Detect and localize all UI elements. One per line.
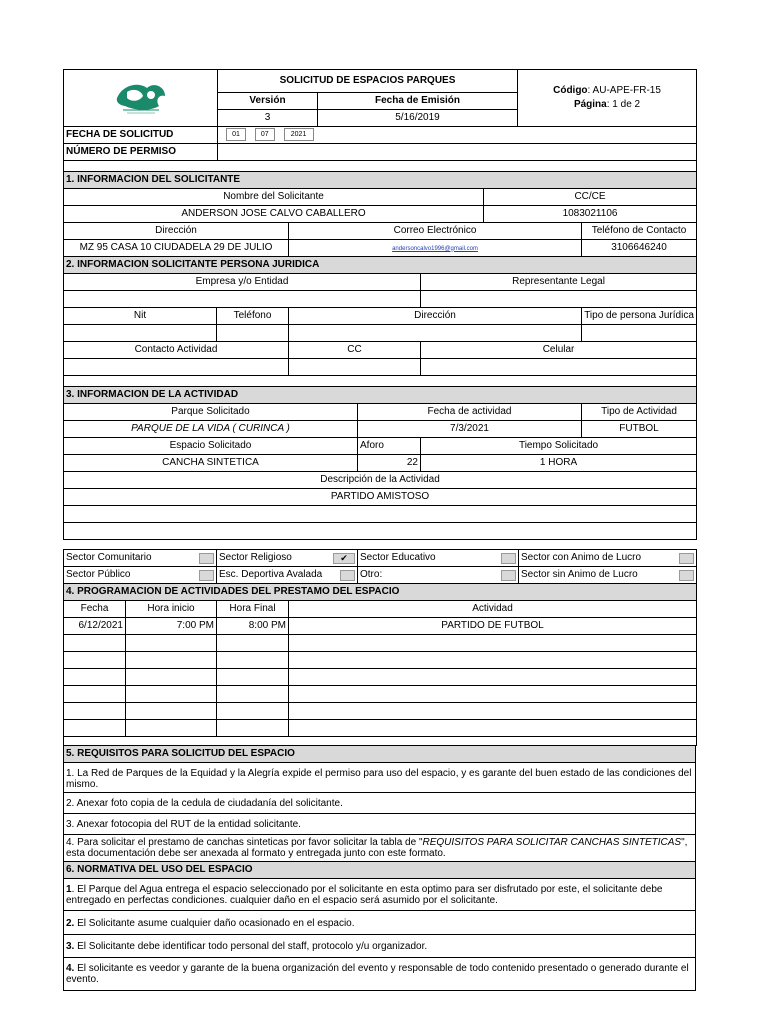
sector-otro-label: Otro: bbox=[360, 569, 383, 580]
requisito-4-start: 4. Para solicitar el prestamo de canchas sinteticas por favor solicitar la tabla de " bbox=[66, 837, 423, 848]
checkbox-otro[interactable] bbox=[501, 570, 516, 581]
norma-2 bbox=[64, 911, 696, 935]
checkbox-comunitario[interactable] bbox=[199, 553, 214, 564]
telefono-juridica-label: Teléfono bbox=[217, 308, 289, 325]
row-hora-inicio[interactable]: 7:00 PM bbox=[126, 618, 217, 635]
checkbox-deportiva[interactable] bbox=[340, 570, 355, 581]
telefono-juridica-field[interactable] bbox=[217, 325, 289, 342]
fecha-solicitud-label: FECHA DE SOLICITUD bbox=[64, 127, 218, 144]
norma-2-text: El Solicitante asume cualquier daño ocasionado en el espacio. bbox=[74, 917, 355, 929]
espacio-value[interactable]: CANCHA SINTETICA bbox=[64, 455, 358, 472]
checkbox-publico[interactable] bbox=[199, 570, 214, 581]
empty-cell[interactable] bbox=[126, 703, 217, 720]
codigo-value: : AU-APE-FR-15 bbox=[587, 85, 661, 96]
checkbox-lucro[interactable] bbox=[679, 553, 694, 564]
empty-cell[interactable] bbox=[217, 720, 289, 737]
cc-juridica-label: CC bbox=[289, 342, 421, 359]
codigo-cell bbox=[518, 70, 697, 127]
sector-religioso[interactable] bbox=[217, 550, 358, 567]
telefono-label: Teléfono de Contacto bbox=[582, 223, 697, 240]
col-hora-inicio: Hora inicio bbox=[126, 601, 217, 618]
nombre-value[interactable]: ANDERSON JOSE CALVO CABALLERO bbox=[64, 206, 484, 223]
pagina-label: Página bbox=[573, 99, 607, 110]
requisito-1: 1. La Red de Parques de la Equidad y la Alegría expide el permiso para uso del espacio, y es garante del buen estado de las condiciones del mismo. bbox=[64, 763, 696, 793]
requisito-2: 2. Anexar foto copia de la cedula de ciudadanía del solicitante. bbox=[64, 793, 696, 814]
tipo-persona-field[interactable] bbox=[582, 325, 697, 342]
sector-lucro[interactable] bbox=[519, 550, 697, 567]
norma-1-number: 1 bbox=[66, 884, 72, 895]
empty-cell[interactable] bbox=[64, 703, 126, 720]
empty-cell[interactable] bbox=[217, 652, 289, 669]
table-row bbox=[64, 635, 697, 652]
empty-cell[interactable] bbox=[126, 652, 217, 669]
cc-value[interactable]: 1083021106 bbox=[484, 206, 697, 223]
fecha-actividad-label: Fecha de actividad bbox=[358, 404, 582, 421]
row-actividad[interactable]: PARTIDO DE FUTBOL bbox=[289, 618, 697, 635]
norma-4-number: 4. bbox=[66, 963, 75, 974]
section3-table bbox=[63, 387, 697, 540]
checkbox-sin-lucro[interactable] bbox=[679, 570, 694, 581]
codigo-label: Código bbox=[553, 85, 588, 96]
aforo-label: Aforo bbox=[358, 438, 421, 455]
correo-value[interactable] bbox=[289, 240, 582, 257]
empty-cell[interactable] bbox=[217, 669, 289, 686]
requisito-4 bbox=[64, 835, 696, 862]
month-field[interactable]: 07 bbox=[255, 128, 275, 141]
version-label: Versión bbox=[218, 93, 318, 110]
nombre-label: Nombre del Solicitante bbox=[64, 189, 484, 206]
empresa-label: Empresa y/o Entidad bbox=[64, 274, 421, 291]
sector-sin-lucro-label: Sector sin Animo de Lucro bbox=[521, 569, 638, 580]
col-fecha: Fecha bbox=[64, 601, 126, 618]
empty-cell[interactable] bbox=[217, 686, 289, 703]
version-value: 3 bbox=[218, 110, 318, 127]
table-row bbox=[64, 686, 697, 703]
empty-cell[interactable] bbox=[289, 686, 697, 703]
parque-label: Parque Solicitado bbox=[64, 404, 358, 421]
sector-publico-label: Sector Público bbox=[66, 569, 131, 580]
fecha-solicitud-value bbox=[218, 127, 697, 144]
contacto-field[interactable] bbox=[64, 359, 289, 376]
row-fecha[interactable]: 6/12/2021 bbox=[64, 618, 126, 635]
table-row bbox=[64, 720, 697, 737]
sectors-table bbox=[63, 549, 697, 584]
col-actividad: Actividad bbox=[289, 601, 697, 618]
empty-cell[interactable] bbox=[64, 720, 126, 737]
spacer-row bbox=[64, 376, 697, 387]
empty-cell[interactable] bbox=[64, 652, 126, 669]
year-field[interactable]: 2021 bbox=[284, 128, 314, 141]
check-mark-icon[interactable]: ✔ bbox=[333, 553, 355, 564]
sector-deportiva[interactable] bbox=[217, 567, 358, 584]
sector-publico[interactable] bbox=[64, 567, 217, 584]
norma-3 bbox=[64, 935, 696, 958]
norma-1 bbox=[64, 879, 696, 911]
sector-religioso-label: Sector Religioso bbox=[219, 552, 292, 563]
form-title: SOLICITUD DE ESPACIOS PARQUES bbox=[218, 70, 518, 93]
section6-title: 6. NORMATIVA DEL USO DEL ESPACIO bbox=[64, 862, 696, 879]
empty-cell[interactable] bbox=[289, 635, 697, 652]
section2-title: 2. INFORMACION SOLICITANTE PERSONA JURIDICA bbox=[64, 257, 697, 274]
fecha-actividad-value[interactable]: 7/3/2021 bbox=[358, 421, 582, 438]
form bbox=[63, 69, 696, 991]
spacer-row bbox=[64, 161, 697, 172]
representante-field[interactable] bbox=[421, 291, 697, 308]
descripcion-label: Descripción de la Actividad bbox=[64, 472, 697, 489]
empty-cell[interactable] bbox=[64, 686, 126, 703]
empty-cell[interactable] bbox=[217, 703, 289, 720]
table-row bbox=[64, 652, 697, 669]
tipo-actividad-label: Tipo de Actividad bbox=[582, 404, 697, 421]
empty-cell[interactable] bbox=[289, 703, 697, 720]
form-header bbox=[63, 69, 697, 127]
empty-cell[interactable] bbox=[217, 635, 289, 652]
requisito-4-italic: REQUISITOS PARA SOLICITAR CANCHAS SINTETICAS bbox=[422, 837, 682, 848]
table-row bbox=[64, 618, 697, 635]
norma-4-text: El solicitante es veedor y garante de la buena organización del evento y responsable de todo contenido presentado o generado durante el evento. bbox=[66, 963, 689, 985]
solicitud-table bbox=[63, 127, 697, 172]
sector-deportiva-label: Esc. Deportiva Avalada bbox=[219, 569, 323, 580]
direccion-juridica-label: Dirección bbox=[289, 308, 582, 325]
section4-table bbox=[63, 584, 697, 746]
tipo-actividad-value[interactable]: FUTBOL bbox=[582, 421, 697, 438]
empty-cell[interactable] bbox=[289, 669, 697, 686]
row-hora-final[interactable]: 8:00 PM bbox=[217, 618, 289, 635]
parque-value[interactable]: PARQUE DE LA VIDA ( CURINCA ) bbox=[64, 421, 358, 438]
norma-2-number: 2. bbox=[66, 917, 75, 929]
section6-table bbox=[63, 862, 696, 991]
empresa-field[interactable] bbox=[64, 291, 421, 308]
norma-3-number: 3. bbox=[66, 940, 75, 952]
direccion-label: Dirección bbox=[64, 223, 289, 240]
emission-date: 5/16/2019 bbox=[318, 110, 518, 127]
sector-otro[interactable] bbox=[358, 567, 519, 584]
contacto-label: Contacto Actividad bbox=[64, 342, 289, 359]
tiempo-label: Tiempo Solicitado bbox=[421, 438, 697, 455]
col-hora-final: Hora Final bbox=[217, 601, 289, 618]
section5-table bbox=[63, 746, 696, 862]
sector-comunitario[interactable] bbox=[64, 550, 217, 567]
tiempo-value[interactable]: 1 HORA bbox=[421, 455, 697, 472]
section1-table bbox=[63, 172, 697, 257]
empty-cell[interactable] bbox=[289, 652, 697, 669]
numero-permiso-label: NÚMERO DE PERMISO bbox=[64, 144, 218, 161]
section2-table bbox=[63, 257, 697, 387]
empty-cell[interactable] bbox=[64, 669, 126, 686]
section4-title: 4. PROGRAMACION DE ACTIVIDADES DEL PRESTAMO DEL ESPACIO bbox=[64, 584, 697, 601]
section3-title: 3. INFORMACION DE LA ACTIVIDAD bbox=[64, 387, 697, 404]
descripcion-extra-line[interactable] bbox=[64, 506, 697, 523]
section5-title: 5. REQUISITOS PARA SOLICITUD DEL ESPACIO bbox=[64, 746, 696, 763]
sector-comunitario-label: Sector Comunitario bbox=[66, 552, 152, 563]
sector-sin-lucro[interactable] bbox=[519, 567, 697, 584]
correo-label: Correo Electrónico bbox=[289, 223, 582, 240]
celular-label: Celular bbox=[421, 342, 697, 359]
logo-cell bbox=[64, 70, 218, 127]
spacer-row bbox=[64, 737, 697, 746]
emission-label: Fecha de Emisión bbox=[318, 93, 518, 110]
direccion-juridica-field[interactable] bbox=[289, 325, 582, 342]
empty-cell[interactable] bbox=[289, 720, 697, 737]
empty-cell[interactable] bbox=[126, 635, 217, 652]
parks-network-logo bbox=[113, 78, 169, 118]
aforo-value[interactable]: 22 bbox=[358, 455, 421, 472]
empty-cell[interactable] bbox=[126, 720, 217, 737]
norma-1-text: . El Parque del Agua entrega el espacio seleccionado por el solicitante en esta optimo para ser disfrutado por este, el solicitante debe entregado en perfectas condiciones. cualquier daño en el espacio será asumido por el solicitante. bbox=[66, 884, 663, 906]
sector-educativo[interactable] bbox=[358, 550, 519, 567]
espacio-label: Espacio Solicitado bbox=[64, 438, 358, 455]
table-row bbox=[64, 669, 697, 686]
empty-cell[interactable] bbox=[126, 686, 217, 703]
empty-cell[interactable] bbox=[64, 635, 126, 652]
requisito-4-end: ", esta documentación debe ser anexada al formato y entregada junto con este formato. bbox=[66, 837, 688, 859]
sector-lucro-label: Sector con Animo de Lucro bbox=[521, 552, 642, 563]
numero-permiso-field[interactable] bbox=[218, 144, 697, 161]
email-link[interactable]: andersoncalvo1996@gmail.com bbox=[392, 245, 478, 252]
nit-label: Nit bbox=[64, 308, 217, 325]
cc-juridica-field[interactable] bbox=[289, 359, 421, 376]
norma-3-text: El Solicitante debe identificar todo personal del staff, protocolo y/u organizador. bbox=[74, 940, 428, 952]
celular-field[interactable] bbox=[421, 359, 697, 376]
section1-title: 1. INFORMACION DEL SOLICITANTE bbox=[64, 172, 697, 189]
pagina-value: : 1 de 2 bbox=[606, 99, 641, 110]
table-row bbox=[64, 703, 697, 720]
norma-4 bbox=[64, 958, 696, 991]
checkbox-educativo[interactable] bbox=[501, 553, 516, 564]
tipo-persona-label: Tipo de persona Jurídica bbox=[582, 308, 697, 325]
empty-cell[interactable] bbox=[126, 669, 217, 686]
cc-label: CC/CE bbox=[484, 189, 697, 206]
direccion-value[interactable]: MZ 95 CASA 10 CIUDADELA 29 DE JULIO bbox=[64, 240, 289, 257]
nit-field[interactable] bbox=[64, 325, 217, 342]
requisito-3: 3. Anexar fotocopia del RUT de la entidad solicitante. bbox=[64, 814, 696, 835]
telefono-value[interactable]: 3106646240 bbox=[582, 240, 697, 257]
descripcion-value[interactable]: PARTIDO AMISTOSO bbox=[64, 489, 697, 506]
representante-label: Representante Legal bbox=[421, 274, 697, 291]
sector-educativo-label: Sector Educativo bbox=[360, 552, 436, 563]
day-field[interactable]: 01 bbox=[226, 128, 246, 141]
descripcion-extra-line[interactable] bbox=[64, 523, 697, 540]
